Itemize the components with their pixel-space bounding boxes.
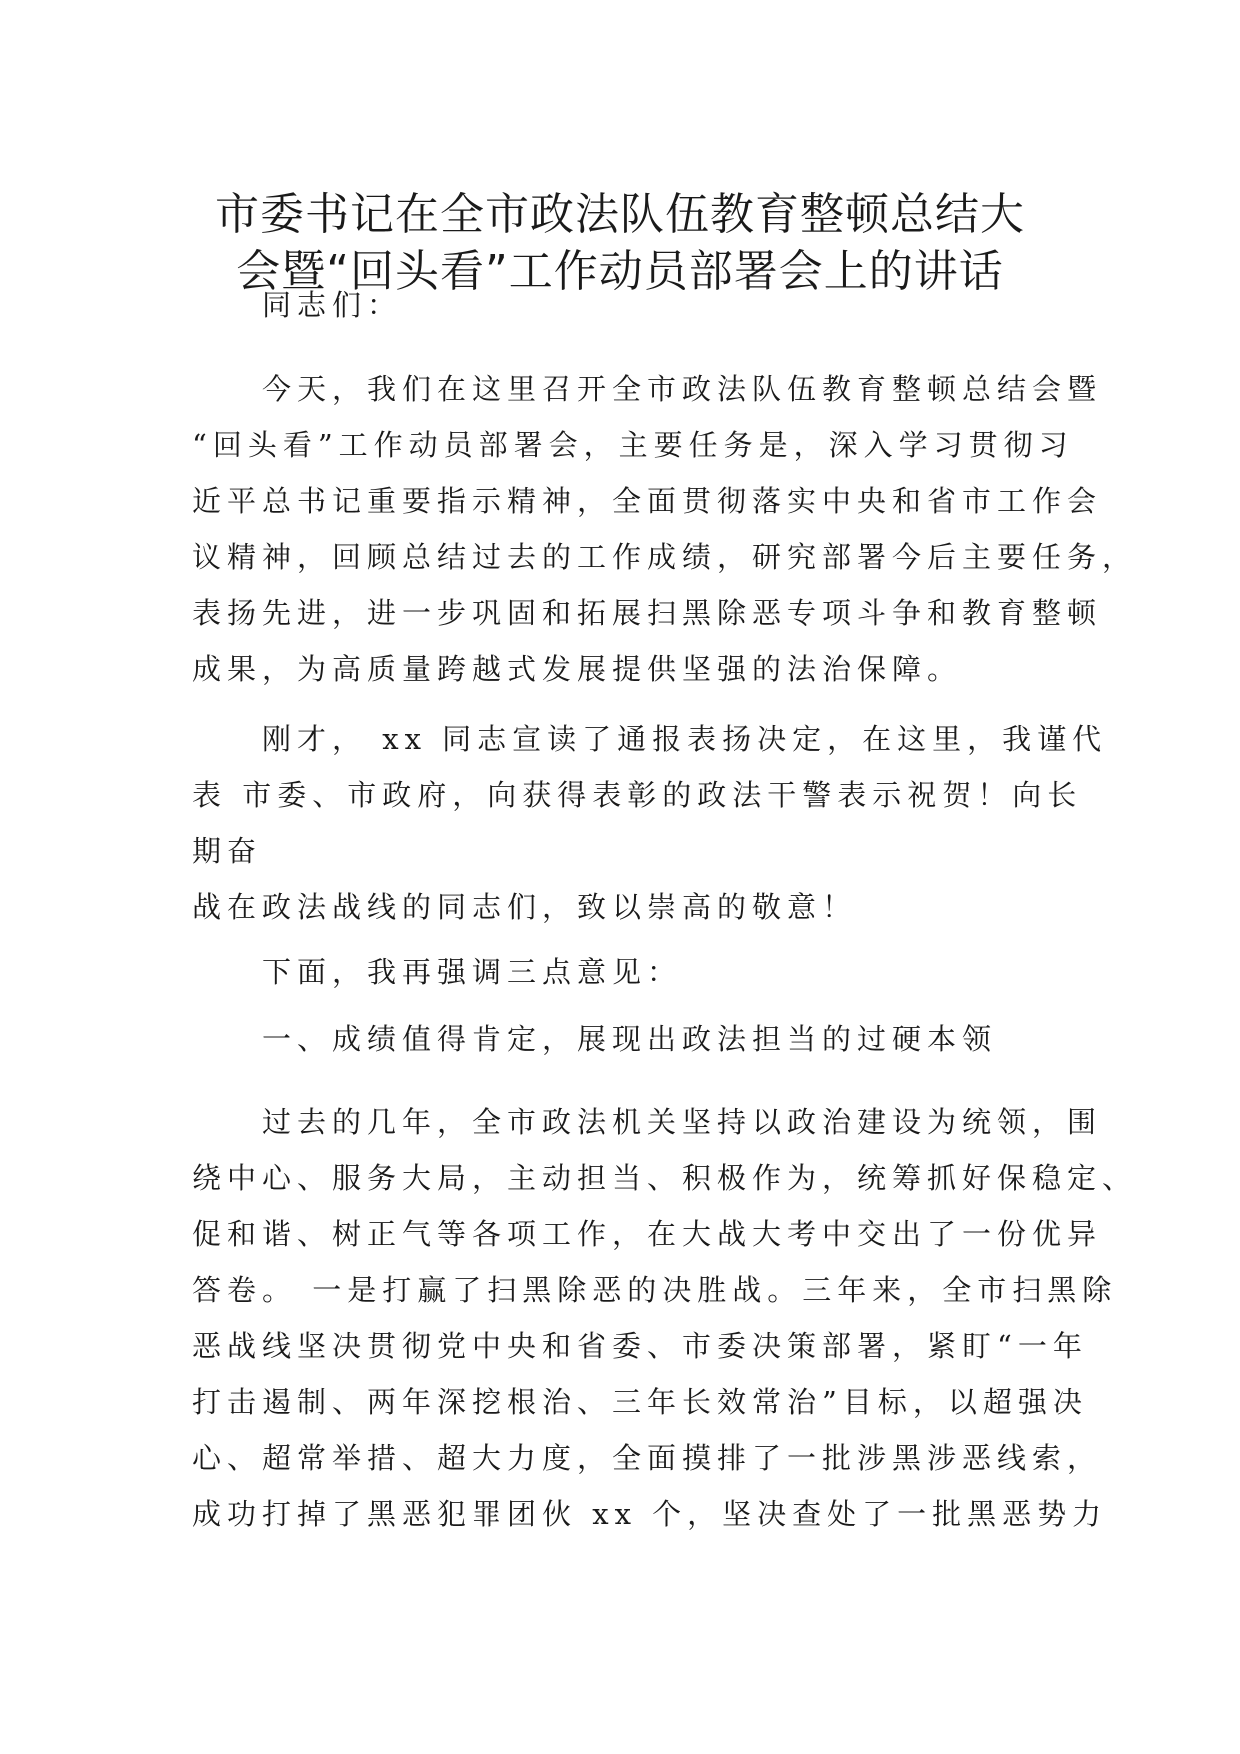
text-line: 促和谐、树正气等各项工作，在大战大考中交出了一份优异: [192, 1217, 1103, 1251]
text-line: 表 市委、市政府，向获得表彰的政法干警表示祝贺！向长: [192, 778, 1083, 812]
text-line: 成果，为高质量跨越式发展提供坚强的法治保障。: [192, 652, 963, 686]
para4: [192, 1094, 1138, 1542]
text-line: 心、超常举措、超大力度，全面摸排了一批涉黑涉恶线索，: [192, 1441, 1103, 1475]
text-line: 答卷。 一是打赢了扫黑除恶的决胜战。三年来，全市扫黑除: [192, 1273, 1118, 1307]
text-line: 过去的几年，全市政法机关坚持以政治建设为统领，围: [192, 1105, 1103, 1139]
text-line: 今天，我们在这里召开全市政法队伍教育整顿总结会暨: [192, 372, 1103, 406]
text-line: 下面，我再强调三点意见：: [192, 955, 683, 989]
text-line: 同志们：: [192, 288, 403, 322]
text-line: 一、成绩值得肯定，展现出政法担当的过硬本领: [192, 1022, 998, 1056]
text-line: 战在政法战线的同志们，致以崇高的敬意！: [192, 890, 858, 924]
para1: [192, 361, 1138, 697]
text-line: 绕中心、服务大局，主动担当、积极作为，统筹抓好保稳定、: [192, 1161, 1138, 1195]
heading1: [192, 1011, 1062, 1067]
text-line: 打击遏制、两年深挖根治、三年长效常治”目标，以超强决: [192, 1385, 1088, 1419]
title-line-2: 会暨“回头看”工作动员部署会上的讲话: [236, 246, 1004, 297]
title-line-1: 市委书记在全市政法队伍教育整顿总结大: [215, 189, 1025, 240]
salutation: [192, 277, 1062, 333]
para3: [192, 944, 1062, 1000]
text-line: 议精神，回顾总结过去的工作成绩，研究部署今后主要任务，: [192, 540, 1138, 574]
text-line: 表扬先进，进一步巩固和拓展扫黑除恶专项斗争和教育整顿: [192, 596, 1103, 630]
text-line: “回头看”工作动员部署会，主要任务是，深入学习贯彻习: [192, 428, 1074, 462]
text-line: 成功打掉了黑恶犯罪团伙 xx 个，坚决查处了一批黑恶势力: [192, 1497, 1108, 1531]
text-line: 刚才， xx 同志宣读了通报表扬决定，在这里，我谨代: [192, 722, 1108, 756]
para2: [192, 711, 1108, 935]
text-line: 期奋: [192, 834, 263, 868]
text-line: 恶战线坚决贯彻党中央和省委、市委决策部署，紧盯“一年: [192, 1329, 1088, 1363]
text-line: 近平总书记重要指示精神，全面贯彻落实中央和省市工作会: [192, 484, 1103, 518]
